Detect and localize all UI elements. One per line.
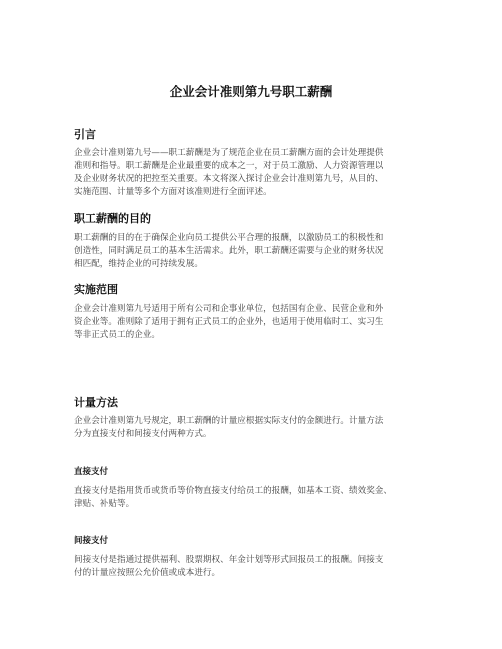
paragraph-line: 创造性，同时满足员工的基本生活需求。此外，职工薪酬还需要与企业的财务状况: [74, 246, 384, 256]
section-heading-introduction: 引言: [74, 128, 96, 141]
paragraph-line: 直接支付是指用货币或货币等价物直接支付给员工的报酬，如基本工资、绩效奖金、: [74, 486, 392, 496]
section-heading-purpose: 职工薪酬的目的: [74, 212, 151, 225]
paragraph-line: 相匹配，维持企业的可持续发展。: [74, 259, 203, 269]
subsection-paragraph-direct-payment: [74, 485, 392, 511]
section-paragraph-purpose: [74, 232, 383, 271]
paragraph-line: 资企业等。准则除了适用于拥有正式员工的企业外，也适用于使用临时工、实习生: [74, 317, 384, 327]
section-paragraph-introduction: [74, 147, 383, 199]
paragraph-line: 企业会计准则第九号适用于所有公司和企事业单位，包括国有企业、民营企业和外: [74, 304, 384, 314]
document-title: 企业会计准则第九号职工薪酬: [169, 84, 333, 99]
section-heading-measurement: 计量方法: [74, 396, 118, 409]
subsection-heading-indirect-payment: 间接支付: [74, 536, 109, 546]
paragraph-line: 准则和指导。职工薪酬是企业最重要的成本之一，对于员工激励、人力资源管理以: [74, 161, 384, 171]
paragraph-line: 津贴、补贴等。: [74, 499, 135, 509]
paragraph-line: 等非正式员工的企业。: [74, 330, 160, 340]
paragraph-line: 分为直接支付和间接支付两种方式。: [74, 429, 212, 439]
paragraph-line: 企业会计准则第九号规定，职工薪酬的计量应根据实际支付的金额进行。计量方法: [74, 416, 384, 426]
paragraph-line: 付的计量应按照公允价值或成本进行。: [74, 568, 221, 578]
paragraph-line: 间接支付是指通过提供福利、股票期权、年金计划等形式回报员工的报酬。间接支: [74, 555, 384, 565]
section-heading-scope: 实施范围: [74, 283, 118, 296]
subsection-heading-direct-payment: 直接支付: [74, 467, 109, 477]
paragraph-line: 及企业财务状况的把控至关重要。本文将深入探讨企业会计准则第九号，从目的、: [74, 174, 384, 184]
paragraph-line: 实施范围、计量等多个方面对该准则进行全面评述。: [74, 187, 272, 197]
subsection-paragraph-indirect-payment: [74, 554, 383, 580]
paragraph-line: 职工薪酬的目的在于确保企业向员工提供公平合理的报酬，以激励员工的积极性和: [74, 233, 384, 243]
section-paragraph-measurement: [74, 415, 383, 441]
paragraph-line: 企业会计准则第九号——职工薪酬是为了规范企业在员工薪酬方面的会计处理提供: [74, 148, 384, 158]
section-paragraph-scope: [74, 303, 383, 342]
